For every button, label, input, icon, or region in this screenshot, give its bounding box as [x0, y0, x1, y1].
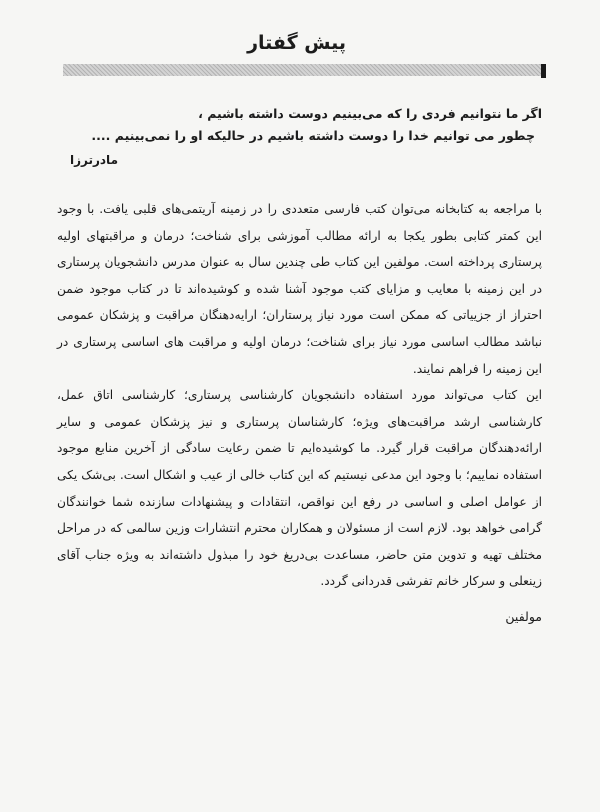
epigraph-line: چطور می توانیم خدا را دوست داشته باشیم در حالیکه او را نمی‌بینیم ....: [91, 128, 535, 143]
signature: مولفین: [505, 609, 542, 624]
epigraph-quote: [62, 103, 542, 147]
preface-body: [57, 196, 542, 595]
epigraph-line: اگر ما نتوانیم فردی را که می‌بینیم دوست داشته باشیم ،: [198, 106, 542, 121]
epigraph-attribution: مادرترزا: [70, 153, 118, 167]
title-underline-bar: [63, 64, 541, 76]
page-title: پیش گفتار: [247, 32, 346, 54]
paragraph: این کتاب می‌تواند مورد استفاده دانشجویان کارشناسی پرستاری؛ کارشناسی اتاق عمل، کارشناسی ارشد مراقبت‌های ویژه؛ کارشناسان پرستاری و نیز پزشکان عمومی و سایر ارائه‌دهندگان مراقبت قرار گیرد. ما کوشیده‌ایم تا ضمن رعایت سادگی از آخرین منابع موجود استفاده نماییم؛ با وجود این مدعی نیستیم که این کتاب خالی از عیب و اشکال است. بی‌شک یکی از عوامل اصلی و اساسی در رفع این نواقص، انتقادات و پیشنهادات سازنده شما خوانندگان گرامی خواهد بود. لازم است از مسئولان و همکاران محترم انتشارات وزین سالمی که در مراحل مختلف تهیه و تدوین متن حاضر، مساعدت بی‌دریغ خود را مبذول داشته‌اند به ویژه جناب آقای زینعلی و سرکار خانم تفرشی قدردانی گردد.: [57, 388, 542, 589]
paragraph: با مراجعه به کتابخانه می‌توان کتب فارسی متعددی را در زمینه آریتمی‌های قلبی یافت. با وجود این کمتر کتابی بطور یکجا به ارائه مطالب آموزشی برای شناخت؛ درمان و مراقبتهای اولیه پرستاری پرداخته است. مولفین این کتاب طی چندین سال به عنوان مدرس دانشجویان پرستاری در این زمینه با معایب و مزایای کتب موجود آشنا شده و کوشیده‌اند تا در کتاب موجود ضمن احتراز از جزییاتی که ممکن است مورد نیاز پرستاران؛ ارایه‌دهنگان مراقبت و پزشکان عمومی نباشد مطالب اساسی مورد نیاز برای شناخت؛ درمان اولیه و مراقبت های اساسی پرستاری در این زمینه را فراهم نمایند.: [57, 202, 542, 376]
title-underline-edge: [541, 64, 546, 78]
